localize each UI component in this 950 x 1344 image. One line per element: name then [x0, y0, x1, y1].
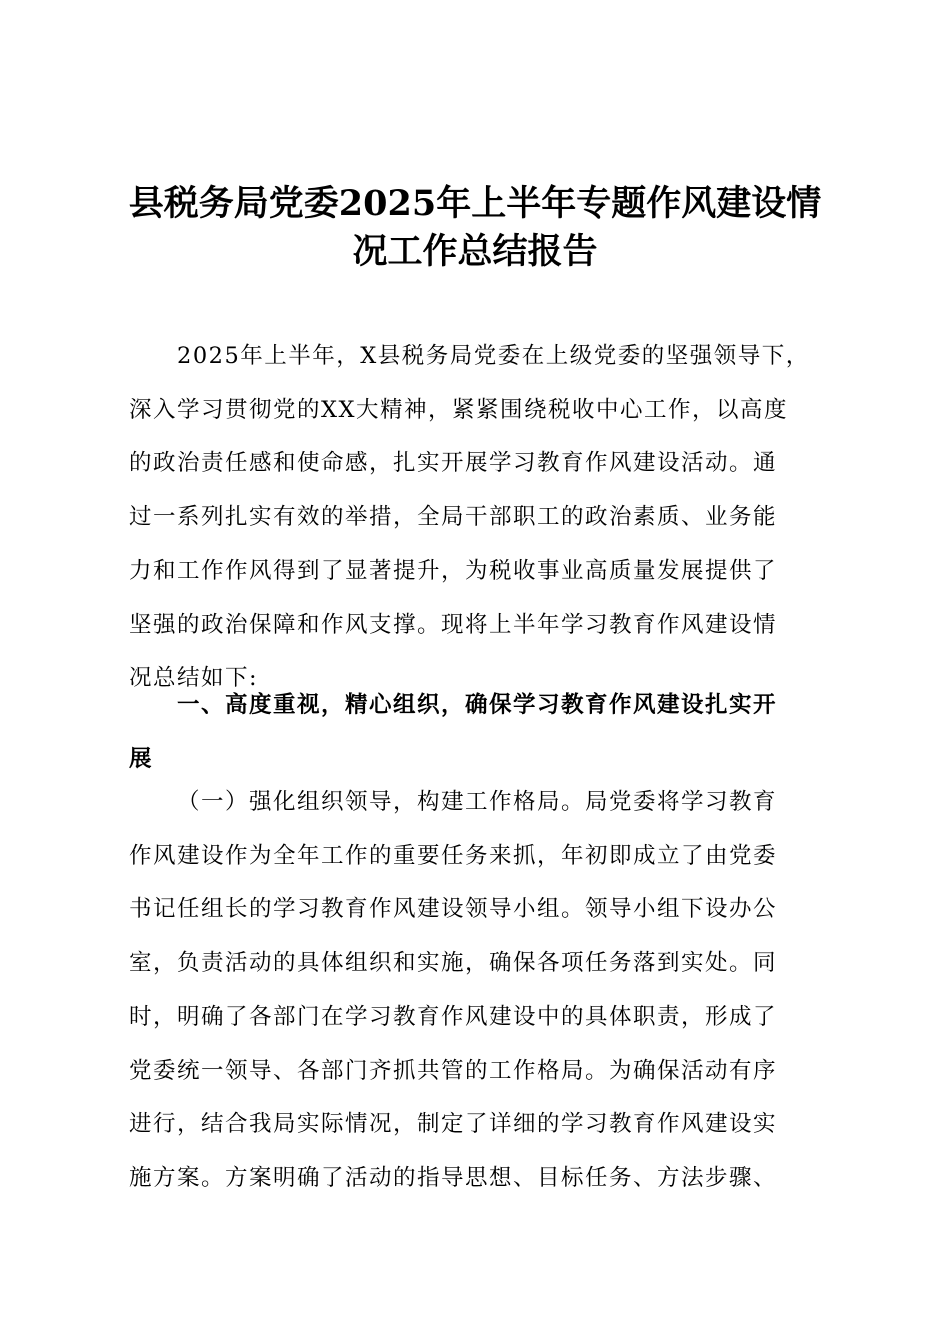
paragraph-line: 时，明确了各部门在学习教育作风建设中的具体职责，形成了 — [129, 1003, 778, 1030]
paragraph-intro — [129, 330, 831, 706]
paragraph-line: 的政治责任感和使命感，扎实开展学习教育作风建设活动。通 — [129, 450, 778, 477]
paragraph-line: 2025年上半年，X县税务局党委在上级党委的坚强领导下， — [177, 343, 810, 369]
paragraph-line: 深入学习贯彻党的XX大精神，紧紧围绕税收中心工作，以高度 — [129, 396, 789, 423]
paragraph-line: 力和工作作风得到了显著提升，为税收事业高质量发展提供了 — [129, 557, 778, 584]
paragraph-line: 过一系列扎实有效的举措，全局干部职工的政治素质、业务能 — [129, 504, 778, 531]
title-line-2: 况工作总结报告 — [352, 231, 598, 272]
paragraph-section-1-1 — [129, 776, 831, 1206]
paragraph-line: 坚强的政治保障和作风支撑。现将上半年学习教育作风建设情 — [129, 611, 778, 638]
paragraph-line: 况总结如下: — [129, 665, 259, 692]
paragraph-line: 党委统一领导、各部门齐抓共管的工作格局。为确保活动有序 — [129, 1057, 778, 1084]
document-title — [118, 180, 832, 276]
paragraph-line: 进行，结合我局实际情况，制定了详细的学习教育作风建设实 — [129, 1111, 778, 1138]
paragraph-line: 作风建设作为全年工作的重要任务来抓，年初即成立了由党委 — [129, 842, 778, 869]
heading-line: 展 — [129, 745, 154, 772]
paragraph-line: 室，负责活动的具体组织和实施，确保各项任务落到实处。同 — [129, 950, 778, 977]
paragraph-line: 书记任组长的学习教育作风建设领导小组。领导小组下设办公 — [129, 896, 778, 923]
paragraph-line: （一）强化组织领导，构建工作格局。局党委将学习教育 — [177, 789, 778, 815]
title-line-1: 县税务局党委2025年上半年专题作风建设情 — [128, 183, 822, 224]
paragraph-line: 施方案。方案明确了活动的指导思想、目标任务、方法步骤、 — [129, 1164, 778, 1191]
heading-line: 一、高度重视，精心组织，确保学习教育作风建设扎实开 — [177, 692, 778, 718]
section-heading-1 — [129, 679, 831, 786]
